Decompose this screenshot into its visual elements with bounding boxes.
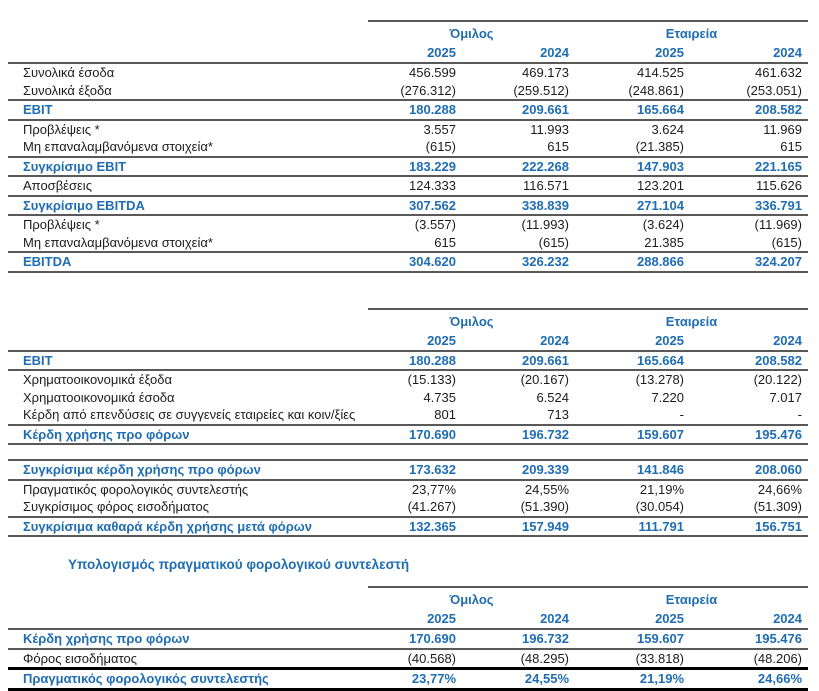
column-group-omilos: Όμιλος [368,20,575,43]
cell-value: 271.104 [637,197,684,213]
table-header [8,308,808,350]
cell-value: 222.268 [522,158,569,174]
cell-value: 115.626 [755,178,802,193]
table-row [8,670,808,691]
header-spacer [8,609,368,628]
cell-value: 336.791 [755,197,802,213]
table-row [8,406,808,426]
ebit-ebitda-table [8,20,808,273]
cell-value: 208.060 [755,462,802,477]
cell-value: 159.607 [637,631,684,646]
column-header-year: 2025 [427,45,456,60]
cell-value: 147.903 [637,158,684,174]
cell-value: - [679,407,684,422]
cell-value: 414.525 [637,65,684,80]
cell-value: 615 [780,139,802,154]
cell-value: 7.220 [651,389,684,405]
cell-value: 7.017 [769,389,802,405]
row-label: Κέρδη χρήσης προ φόρων [23,631,190,646]
cell-value: 170.690 [409,631,456,646]
column-group-omilos: Όμιλος [368,308,575,331]
cell-value: 180.288 [409,352,456,368]
table-row [8,121,808,139]
cell-value: - [797,407,802,422]
row-label: Συγκρίσιμος φόρος εισοδήματος [23,499,209,514]
cell-value: 615 [434,234,456,250]
table-header [8,586,808,628]
column-header-year: 2025 [427,611,456,626]
cell-value: 209.661 [522,102,569,117]
cell-value: 338.839 [522,197,569,213]
column-group-etaireia: Εταιρεία [575,586,808,609]
cell-value: 116.571 [522,178,569,193]
row-label: Πραγματικός φορολογικός συντελεστής [23,671,269,686]
table-row [8,498,808,518]
cell-value: (13.278) [635,372,684,387]
cell-value: 23,77% [411,481,456,497]
cell-value: (248.861) [628,82,684,98]
column-group-etaireia: Εταιρεία [575,20,808,43]
row-label: Συνολικά έξοδα [23,82,112,98]
column-header-year: 2025 [655,611,684,626]
row-label: Συγκρίσιμο EBITDA [23,197,145,213]
cell-value: 165.664 [637,102,684,117]
cell-value: (253.051) [746,82,802,98]
table-row [8,518,808,538]
cell-value: 4.735 [423,389,456,405]
table-row [8,177,808,197]
cell-value: 24,66% [757,671,802,686]
header-spacer [8,331,368,350]
cell-value: 456.599 [409,65,456,80]
cell-value: (21.385) [635,139,684,154]
cell-value: 21,19% [639,671,684,686]
cell-value: 3.557 [423,121,456,137]
cell-value: 24,55% [524,481,569,497]
cell-value: 713 [547,407,569,422]
cell-value: 111.791 [638,518,684,534]
cell-value: 173.632 [409,462,456,477]
cell-value: 156.751 [755,518,802,534]
profit-before-tax-table [8,308,808,538]
cell-value: 461.632 [755,65,802,80]
cell-value: 196.732 [522,426,569,442]
cell-value: 6.524 [536,389,569,405]
cell-value: (615) [771,234,802,250]
row-label: EBITDA [23,254,72,269]
cell-value: 21,19% [639,481,684,497]
table-header [8,20,808,62]
row-label: Χρηματοοικονομικά έξοδα [23,372,172,387]
cell-value: 180.288 [409,102,456,117]
row-label: Συνολικά έσοδα [23,65,115,80]
column-header-year: 2025 [655,45,684,60]
section-title: Υπολογισμός πραγματικού φορολογικού συντελεστή [68,557,410,572]
table-row [8,650,808,671]
cell-value: (41.267) [407,499,456,514]
cell-value: 324.207 [755,254,802,269]
column-header-year: 2024 [773,332,802,348]
cell-value: 195.476 [755,426,802,442]
cell-value: 469.173 [522,65,569,80]
table-row [8,253,808,273]
cell-value: (51.309) [753,499,802,514]
column-header-year: 2025 [427,332,456,348]
cell-value: (40.568) [407,650,456,666]
row-label: Συγκρίσιμα καθαρά κέρδη χρήσης μετά φόρων [23,518,312,534]
cell-value: 615 [547,139,569,154]
cell-value: 209.339 [522,462,569,477]
row-label: Κέρδη από επενδύσεις σε συγγενείς εταιρείες και κοιν/ξίες [23,407,356,422]
cell-value: (615) [538,234,569,250]
effective-tax-rate-table [8,586,808,691]
row-label: Φόρος εισοδήματος [23,650,137,666]
column-group-etaireia: Εταιρεία [575,308,808,331]
table-row [8,197,808,217]
cell-value: (48.206) [753,650,802,666]
cell-value: 141.846 [637,462,684,477]
column-header-year: 2024 [540,332,569,348]
cell-value: 307.562 [409,197,456,213]
table-row [8,138,808,158]
cell-value: (15.133) [407,372,456,387]
row-label: Μη επαναλαμβανόμενα στοιχεία* [23,139,213,154]
table-row [8,101,808,121]
cell-value: 23,77% [411,671,456,686]
cell-value: 208.582 [755,352,802,368]
table-row [8,216,808,234]
cell-value: 183.229 [409,158,456,174]
table-row [8,481,808,499]
cell-value: (11.969) [754,217,802,232]
cell-value: 326.232 [522,254,569,269]
cell-value: 123.201 [637,178,684,193]
cell-value: 3.624 [651,121,684,137]
cell-value: 11.969 [763,121,802,137]
cell-value: 288.866 [637,254,684,269]
table-row [8,389,808,407]
cell-value: 196.732 [522,631,569,646]
table-body [8,62,808,273]
cell-value: 195.476 [755,631,802,646]
table-row [8,234,808,254]
cell-value: 801 [434,407,456,422]
row-label: Κέρδη χρήσης προ φόρων [23,426,190,442]
row-label: Προβλέψεις * [23,121,100,137]
row-label: Προβλέψεις * [23,217,100,232]
cell-value: 170.690 [409,426,456,442]
cell-value: (33.818) [635,650,684,666]
row-label: EBIT [23,352,53,368]
row-label: EBIT [23,102,53,117]
cell-value: 208.582 [755,102,802,117]
cell-value: 304.620 [409,254,456,269]
table-body [8,350,808,538]
column-header-year: 2024 [773,45,802,60]
cell-value: 21.385 [644,234,684,250]
column-header-year: 2024 [773,611,802,626]
cell-value: (276.312) [400,82,456,98]
column-header-year: 2025 [655,332,684,348]
cell-value: (51.390) [520,499,569,514]
cell-value: 157.949 [522,518,569,534]
cell-value: (48.295) [520,650,569,666]
table-row [8,371,808,389]
cell-value: (30.054) [635,499,684,514]
table-row [8,352,808,372]
column-header-year: 2024 [540,45,569,60]
column-group-omilos: Όμιλος [368,586,575,609]
cell-value: (3.624) [642,217,684,232]
header-spacer [8,308,368,331]
cell-value: 221.165 [755,158,802,174]
cell-value: (3.557) [414,217,456,232]
row-label: Χρηματοοικονομικά έσοδα [23,389,175,405]
table-row [8,426,808,446]
row-label: Αποσβέσεις [23,178,92,193]
column-header-year: 2024 [540,611,569,626]
cell-value: 24,66% [757,481,802,497]
cell-value: 11.993 [530,121,569,137]
header-spacer [8,586,368,609]
row-label: Συγκρίσιμο EBIT [23,158,127,174]
table-row [8,82,808,102]
row-label: Πραγματικός φορολογικός συντελεστής [23,481,249,497]
cell-value: (20.167) [520,372,569,387]
row-label: Μη επαναλαμβανόμενα στοιχεία* [23,234,213,250]
table-body [8,628,808,691]
cell-value: (11.993) [521,217,569,232]
table-row [8,64,808,82]
table-row [8,630,808,650]
cell-value: (259.512) [513,82,569,98]
cell-value: 24,55% [524,671,569,686]
spacer-row [8,445,808,459]
cell-value: 124.333 [409,178,456,193]
cell-value: 209.661 [522,352,569,368]
header-spacer [8,20,368,43]
cell-value: 132.365 [409,518,456,534]
table-row [8,158,808,178]
header-spacer [8,43,368,62]
cell-value: 165.664 [637,352,684,368]
cell-value: (20.122) [753,372,802,387]
row-label: Συγκρίσιμα κέρδη χρήσης προ φόρων [23,462,261,477]
cell-value: 159.607 [637,426,684,442]
cell-value: (615) [425,139,456,154]
table-row [8,459,808,481]
